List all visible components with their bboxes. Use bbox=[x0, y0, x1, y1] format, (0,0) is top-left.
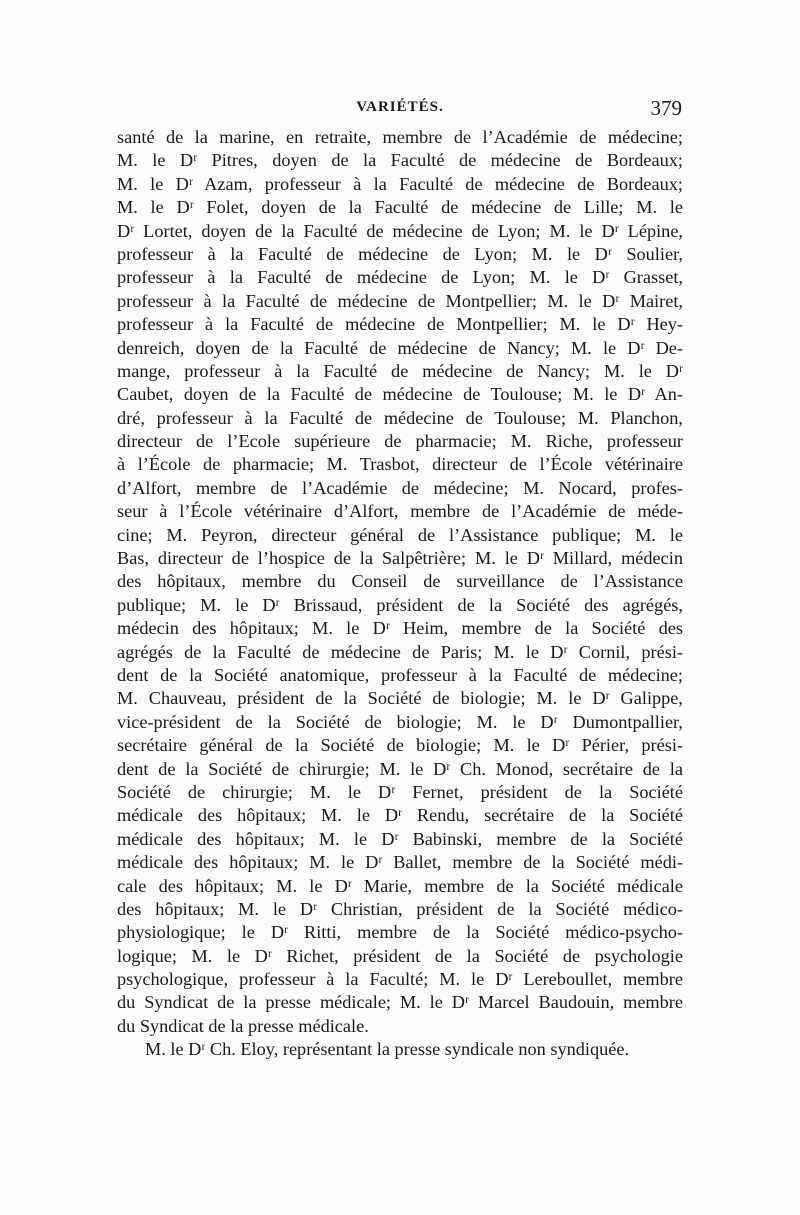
text-line: à l’École de pharmacie; M. Trasbot, directeur de l’École vétérinaire bbox=[117, 454, 683, 475]
text-line: directeur de l’Ecole supérieure de pharmacie; M. Riche, professeur bbox=[117, 431, 683, 452]
text-line: M. le Dʳ Pitres, doyen de la Faculté de médecine de Bordeaux; bbox=[117, 150, 683, 171]
text-line: professeur à la Faculté de médecine de Lyon; M. le Dʳ Grasset, bbox=[117, 267, 683, 288]
text-line: mange, professeur à la Faculté de médecine de Nancy; M. le Dʳ bbox=[117, 360, 683, 381]
text-line: dré, professeur à la Faculté de médecine de Toulouse; M. Planchon, bbox=[117, 407, 683, 428]
text-line: d’Alfort, membre de l’Académie de médecine; M. Nocard, profes- bbox=[117, 477, 683, 498]
text-line: M. le Dʳ Azam, professeur à la Faculté de médecine de Bordeaux; bbox=[117, 173, 683, 194]
text-line: psychologique, professeur à la Faculté; M. le Dʳ Lereboullet, membre bbox=[117, 969, 683, 990]
text-line: cale des hôpitaux; M. le Dʳ Marie, membre de la Société médicale bbox=[117, 875, 683, 896]
text-line: du Syndicat de la presse médicale. bbox=[117, 1015, 369, 1036]
text-line: M. le Dʳ Ch. Eloy, représentant la presse syndicale non syndiquée. bbox=[145, 1039, 630, 1060]
text-line: du Syndicat de la presse médicale; M. le Dʳ Marcel Baudouin, membre bbox=[117, 992, 683, 1013]
text-line: médicale des hôpitaux; M. le Dʳ Rendu, secrétaire de la Société bbox=[117, 805, 683, 826]
text-line: des hôpitaux; M. le Dʳ Christian, président de la Société médico- bbox=[117, 898, 683, 919]
text-line: physiologique; le Dʳ Ritti, membre de la Société médico-psycho- bbox=[117, 922, 683, 943]
text-line: seur à l’École vétérinaire d’Alfort, membre de l’Académie de méde- bbox=[117, 501, 683, 522]
body-text bbox=[117, 126, 683, 1062]
text-line: professeur à la Faculté de médecine de Montpellier; M. le Dʳ Mairet, bbox=[117, 290, 683, 311]
page-number: 379 bbox=[650, 96, 682, 120]
text-line: des hôpitaux, membre du Conseil de surveillance de l’Assistance bbox=[117, 571, 683, 592]
text-line: Société de chirurgie; M. le Dʳ Fernet, président de la Société bbox=[117, 781, 683, 802]
text-line: publique; M. le Dʳ Brissaud, président de la Société des agrégés, bbox=[117, 594, 683, 615]
text-line: médicale des hôpitaux; M. le Dʳ Ballet, membre de la Société médi- bbox=[117, 852, 683, 873]
text-line: médicale des hôpitaux; M. le Dʳ Babinski, membre de la Société bbox=[117, 828, 683, 849]
running-title: VARIÉTÉS. bbox=[356, 99, 444, 115]
running-head bbox=[118, 96, 682, 122]
text-line: médecin des hôpitaux; M. le Dʳ Heim, membre de la Société des bbox=[117, 618, 683, 639]
text-line: secrétaire général de la Société de biologie; M. le Dʳ Périer, prési- bbox=[117, 735, 683, 756]
text-line: Dʳ Lortet, doyen de la Faculté de médecine de Lyon; M. le Dʳ Lépine, bbox=[117, 220, 683, 241]
text-line: professeur à la Faculté de médecine de Montpellier; M. le Dʳ Hey- bbox=[117, 314, 683, 335]
text-line: professeur à la Faculté de médecine de Lyon; M. le Dʳ Soulier, bbox=[117, 243, 683, 264]
text-line: Caubet, doyen de la Faculté de médecine de Toulouse; M. le Dʳ An- bbox=[117, 384, 683, 405]
text-line: Bas, directeur de l’hospice de la Salpêtrière; M. le Dʳ Millard, médecin bbox=[117, 548, 683, 569]
text-line: M. le Dʳ Folet, doyen de la Faculté de médecine de Lille; M. le bbox=[117, 197, 683, 218]
text-line: dent de la Société anatomique, professeur à la Faculté de médecine; bbox=[117, 664, 683, 685]
text-line: vice-président de la Société de biologie; M. le Dʳ Dumontpallier, bbox=[117, 711, 683, 732]
text-line: M. Chauveau, président de la Société de biologie; M. le Dʳ Galippe, bbox=[117, 688, 683, 709]
text-line: agrégés de la Faculté de médecine de Paris; M. le Dʳ Cornil, prési- bbox=[117, 641, 683, 662]
text-line: cine; M. Peyron, directeur général de l’Assistance publique; M. le bbox=[117, 524, 683, 545]
text-line: santé de la marine, en retraite, membre de l’Académie de médecine; bbox=[117, 127, 683, 147]
text-line: denreich, doyen de la Faculté de médecine de Nancy; M. le Dʳ De- bbox=[117, 337, 683, 358]
text-line: logique; M. le Dʳ Richet, président de la Société de psychologie bbox=[117, 945, 683, 966]
text-line: dent de la Société de chirurgie; M. le Dʳ Ch. Monod, secrétaire de la bbox=[117, 758, 683, 779]
